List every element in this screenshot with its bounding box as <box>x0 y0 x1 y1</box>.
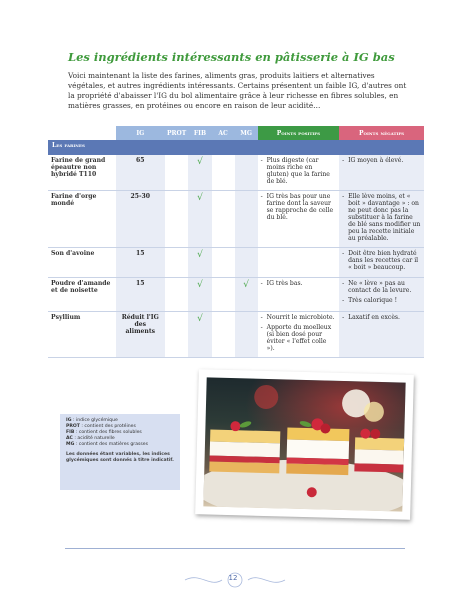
negative-point: - IG moyen à élevé. <box>342 157 421 164</box>
ingredient-name: Farine d'orge mondé <box>48 191 116 248</box>
table-header-row <box>48 126 424 140</box>
table-row <box>48 155 424 191</box>
positive-point: - Plus digeste (car moins riche en gluten) que la farine de blé. <box>261 157 336 185</box>
check-icon: √ <box>197 157 203 167</box>
page-number: 12 <box>228 574 238 582</box>
header-ac: AC <box>212 126 235 140</box>
ingredient-name: Psyllium <box>48 312 116 358</box>
ig-value: 15 <box>116 248 165 278</box>
legend-note: Les données étant variables, les indices glycémiques sont donnés à titre indicatif. <box>66 452 174 463</box>
positive-point: - IG très bas pour une farine dont la saveur se rapproche de celle du blé. <box>261 193 336 221</box>
ingredient-name: Son d'avoine <box>48 248 116 278</box>
cake-illustration <box>203 377 405 511</box>
header-mg: MG <box>235 126 258 140</box>
negative-point: - Elle lève moins, et « boit » davantage » : on ne peut donc pas la substituer à la farine de blé sans modifier un peu la recette initiale au préalable. <box>342 193 421 242</box>
ig-value: 65 <box>116 155 165 191</box>
positive-point: - Nourrit le microbiote. <box>261 314 336 321</box>
section-label: Les farines <box>48 140 424 155</box>
header-blank <box>48 126 116 140</box>
legend-item: AC : acidité naturelle <box>66 436 115 441</box>
ingredients-table <box>48 126 424 358</box>
table-row <box>48 312 424 358</box>
table-row <box>48 248 424 278</box>
legend-item: PROT : contient des protéines <box>66 424 136 429</box>
ig-value: 15 <box>116 278 165 312</box>
legend-item: IG : indice glycémique <box>66 418 118 423</box>
negative-point: - Laxatif en excès. <box>342 314 421 321</box>
check-icon: √ <box>243 280 249 290</box>
ig-value: Réduit l'IG des aliments <box>116 312 165 358</box>
header-positive: Points positifs <box>258 126 339 140</box>
table-row <box>48 191 424 248</box>
intro-paragraph: Voici maintenant la liste des farines, aliments gras, produits laitiers et alternatives végétales, et autres ingrédients intéressants. Certains présentent un faible IG, d'autres ont la propriété d'abaisser l'IG du bol alimentaire grâce à leur richesse en fibres solubles, en matières grasses, en protéines ou encore en raison de leur acidité… <box>68 71 407 110</box>
footer-divider <box>65 548 405 549</box>
header-prot: PROT <box>165 126 189 140</box>
legend-item: FIB : contient des fibres solubles <box>66 430 142 435</box>
negative-point: - Très calorique ! <box>342 297 421 304</box>
legend-item: MG : contient des matières grasses <box>66 442 149 447</box>
check-icon: √ <box>197 280 203 290</box>
negative-point: - Ne « lève » pas au contact de la levure. <box>342 280 421 294</box>
negative-point: - Doit être bien hydraté dans les recettes car il « boit » beaucoup. <box>342 250 421 271</box>
positive-point: - Apporte du moelleux (si bien dosé pour éviter « l'effet colle »). <box>261 324 336 352</box>
section-row <box>48 140 424 155</box>
ingredient-name: Farine de grand épeautre non hybridé T110 <box>48 155 116 191</box>
table-row <box>48 278 424 312</box>
header-fib: FIB <box>188 126 211 140</box>
positive-point: - IG très bas. <box>261 280 336 287</box>
check-icon: √ <box>197 193 203 203</box>
ingredient-name: Poudre d'amande et de noisette <box>48 278 116 312</box>
dessert-photo <box>203 377 405 511</box>
check-icon: √ <box>197 314 203 324</box>
abbreviation-legend <box>60 414 180 490</box>
page-title: Les ingrédients intéressants en pâtisserie à IG bas <box>68 50 395 64</box>
header-ig: IG <box>116 126 165 140</box>
header-negative: Points négatifs <box>339 126 424 140</box>
ig-value: 25-30 <box>116 191 165 248</box>
dessert-photo-frame <box>195 369 414 520</box>
check-icon: √ <box>197 250 203 260</box>
